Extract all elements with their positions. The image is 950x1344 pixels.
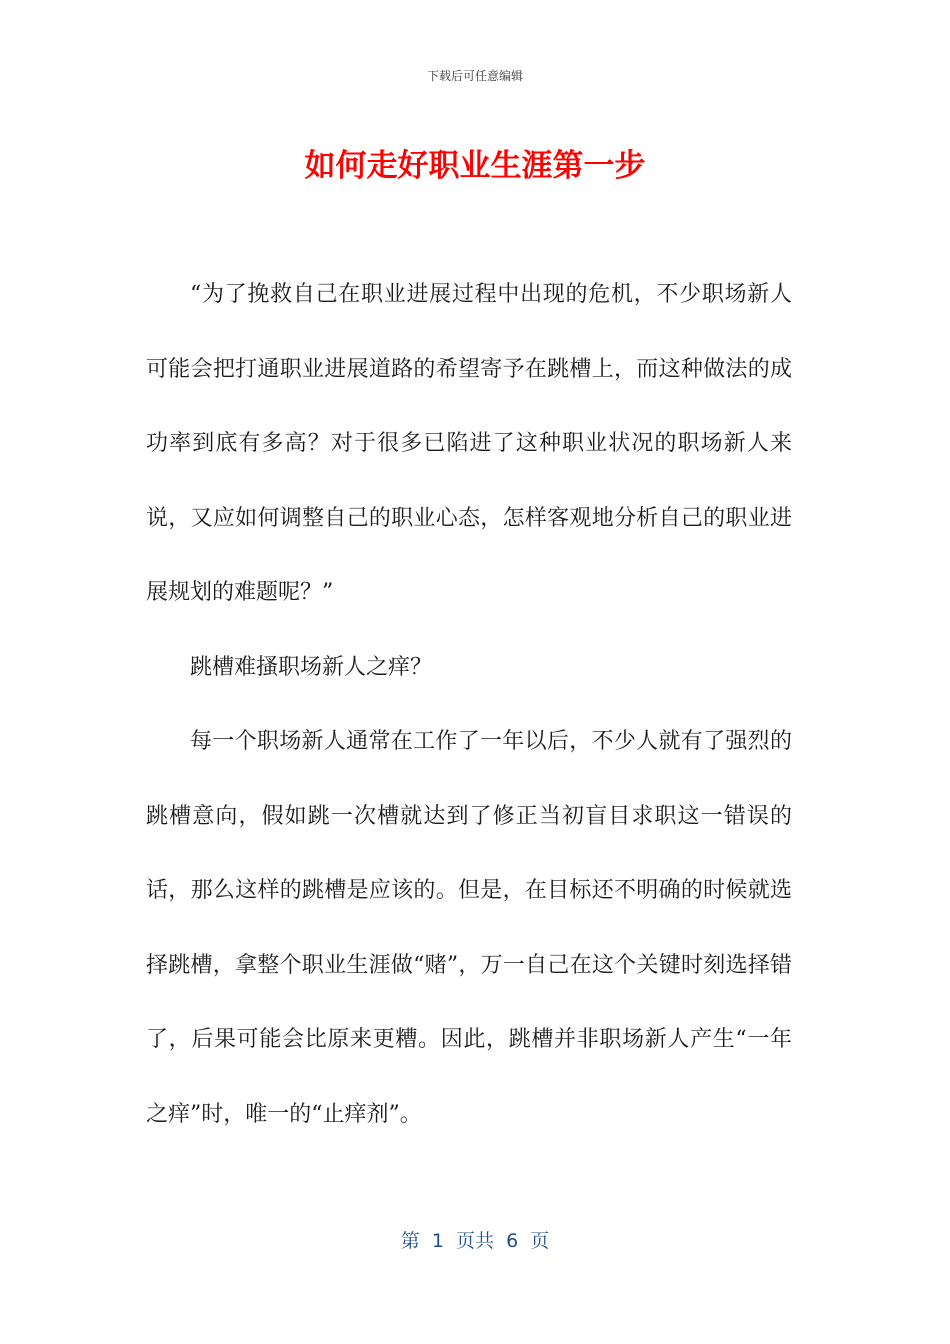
page-footer: 第 1 页共 6 页: [400, 1230, 550, 1252]
paragraph-intro-quote: “为了挽救自己在职业进展过程中出现的危机，不少职场新人可能会把打通职业进展道路的希望寄予在跳槽上，而这种做法的成功率到底有多高？对于很多已陷进了这种职业状况的职场新人来说，又应如何调整自己的职业心态，怎样客观地分析自己的职业进展规划的难题呢？”: [146, 282, 792, 605]
header-note: 下载后可任意编辑: [426, 69, 523, 83]
paragraph-job-hopping: 每一个职场新人通常在工作了一年以后，不少人就有了强烈的跳槽意向，假如跳一次槽就达到了修正当初盲目求职这一错误的话，那么这样的跳槽是应该的。但是，在目标还不明确的时候就选择跳槽，拿整个职业生涯做“赌”，万一自己在这个关键时刻选择错了，后果可能会比原来更糟。因此，跳槽并非职场新人产生“一年之痒”时，唯一的“止痒剂”。: [146, 729, 792, 1127]
paragraph-subheading: 跳槽难搔职场新人之痒？: [190, 654, 433, 680]
document-title: 如何走好职业生涯第一步: [304, 148, 646, 184]
document-body: [146, 258, 792, 1152]
